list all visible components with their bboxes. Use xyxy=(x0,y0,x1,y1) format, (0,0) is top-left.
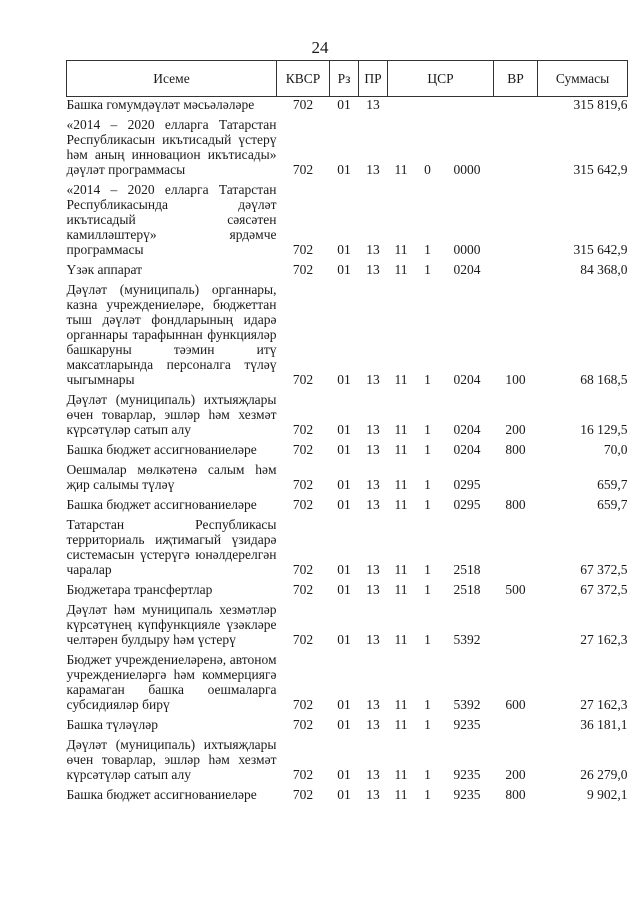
row-rz: 01 xyxy=(337,477,351,492)
row-sum: 659,7 xyxy=(597,477,628,492)
row-rz: 01 xyxy=(337,442,351,457)
header-vr: ВР xyxy=(494,61,538,97)
row-name: Бюджет учреждениеләренә, автоном учреждениеләргә һәм коммерциягә карамаган башка оешмаларга субсидияләр бирү xyxy=(66,652,277,712)
row-rz: 01 xyxy=(337,497,351,512)
page-number: 24 xyxy=(311,38,329,57)
row-pr: 13 xyxy=(366,442,380,457)
row-csr-subprogram: 1 xyxy=(424,442,431,457)
row-csr-subprogram: 1 xyxy=(424,477,431,492)
row-sum: 67 372,5 xyxy=(580,582,628,597)
table-row xyxy=(67,515,628,580)
row-name: «2014 – 2020 елларга Татарстан Республикасын икътисадый үстерү һәм аның инновацион икътисады» дәүләт программасы xyxy=(66,117,277,177)
row-kvsr: 702 xyxy=(292,787,314,802)
row-csr-program: 11 xyxy=(394,582,408,597)
row-vr: 200 xyxy=(505,767,526,782)
row-vr xyxy=(494,715,538,735)
row-vr: 800 xyxy=(505,497,526,512)
row-pr: 13 xyxy=(366,767,380,782)
table-row xyxy=(67,390,628,440)
row-csr-direction: 9235 xyxy=(453,787,481,802)
row-csr-program xyxy=(388,97,415,116)
row-kvsr: 702 xyxy=(292,372,314,387)
row-kvsr: 702 xyxy=(292,562,314,577)
row-csr-direction: 0295 xyxy=(453,477,481,492)
row-pr: 13 xyxy=(366,97,380,112)
row-sum: 16 129,5 xyxy=(580,422,628,437)
row-pr: 13 xyxy=(366,372,380,387)
row-name: Башка түләүләр xyxy=(66,717,158,732)
row-vr xyxy=(494,600,538,650)
row-name: Башка бюджет ассигнованиеләре xyxy=(66,442,257,457)
row-sum: 315 642,9 xyxy=(573,242,628,257)
row-sum: 315 819,6 xyxy=(573,97,628,112)
row-pr: 13 xyxy=(366,717,380,732)
row-pr: 13 xyxy=(366,262,380,277)
row-csr-program: 11 xyxy=(394,162,408,177)
row-kvsr: 702 xyxy=(292,262,314,277)
row-csr-direction: 9235 xyxy=(453,717,481,732)
row-rz: 01 xyxy=(337,422,351,437)
table-row xyxy=(67,180,628,260)
row-name: Башка бюджет ассигнованиеләре xyxy=(66,497,257,512)
table-row xyxy=(67,715,628,735)
table-row xyxy=(67,785,628,805)
row-name: Дәүләт (муниципаль) ихтыяҗлары өчен товарлар, эшләр һәм хезмәт күрсәтүләр сатып алу xyxy=(66,392,277,437)
table-row xyxy=(67,650,628,715)
row-rz: 01 xyxy=(337,162,351,177)
row-csr-subprogram: 1 xyxy=(424,697,431,712)
row-csr-program: 11 xyxy=(394,562,408,577)
row-name: Оешмалар мөлкәтенә салым һәм җир салымы түләү xyxy=(66,462,277,492)
row-kvsr: 702 xyxy=(292,162,314,177)
row-csr-program: 11 xyxy=(394,697,408,712)
table-row xyxy=(67,280,628,390)
row-csr-subprogram: 1 xyxy=(424,422,431,437)
row-pr: 13 xyxy=(366,582,380,597)
row-csr-direction: 5392 xyxy=(453,697,481,712)
row-name: Башка гомумдәүләт мәсьәләләре xyxy=(66,97,255,112)
row-kvsr: 702 xyxy=(292,422,314,437)
row-rz: 01 xyxy=(337,97,351,112)
row-name: «2014 – 2020 елларга Татарстан Республикасында дәүләт икътисадый сәясәтен камилләштерү» ярдәмче программасы xyxy=(66,182,277,257)
row-pr: 13 xyxy=(366,787,380,802)
row-kvsr: 702 xyxy=(292,582,314,597)
row-rz: 01 xyxy=(337,262,351,277)
row-pr: 13 xyxy=(366,477,380,492)
row-name: Татарстан Республикасы территориаль иҗтимагый үзидарә системасын үстерүгә юнәлдерелгән чаралар xyxy=(66,517,277,577)
row-name: Бюджетара трансфертлар xyxy=(66,582,213,597)
row-vr: 100 xyxy=(505,372,526,387)
row-rz: 01 xyxy=(337,242,351,257)
row-pr: 13 xyxy=(366,497,380,512)
row-kvsr: 702 xyxy=(292,442,314,457)
row-sum: 9 902,1 xyxy=(587,787,628,802)
row-pr: 13 xyxy=(366,162,380,177)
row-kvsr: 702 xyxy=(292,717,314,732)
row-sum: 67 372,5 xyxy=(580,562,628,577)
row-csr-direction: 0295 xyxy=(453,497,481,512)
row-rz: 01 xyxy=(337,372,351,387)
row-rz: 01 xyxy=(337,632,351,647)
row-csr-subprogram: 1 xyxy=(424,717,431,732)
row-pr: 13 xyxy=(366,632,380,647)
row-pr: 13 xyxy=(366,697,380,712)
header-sum: Суммасы xyxy=(538,61,628,97)
row-csr-direction: 0000 xyxy=(453,242,481,257)
table-row xyxy=(67,115,628,180)
row-rz: 01 xyxy=(337,787,351,802)
row-kvsr: 702 xyxy=(292,477,314,492)
row-csr-program: 11 xyxy=(394,442,408,457)
row-sum: 659,7 xyxy=(597,497,628,512)
row-csr-subprogram: 1 xyxy=(424,562,431,577)
table-row xyxy=(67,495,628,515)
row-csr-direction: 0204 xyxy=(453,422,481,437)
row-rz: 01 xyxy=(337,562,351,577)
table-row xyxy=(67,460,628,495)
row-csr-program: 11 xyxy=(394,497,408,512)
row-rz: 01 xyxy=(337,717,351,732)
row-csr-subprogram: 1 xyxy=(424,767,431,782)
row-csr-program: 11 xyxy=(394,767,408,782)
row-vr: 200 xyxy=(505,422,526,437)
row-vr xyxy=(494,460,538,495)
header-name: Исеме xyxy=(67,61,277,97)
row-vr: 800 xyxy=(505,787,526,802)
table-row xyxy=(67,97,628,116)
header-csr: ЦСР xyxy=(388,61,494,97)
row-csr-program: 11 xyxy=(394,242,408,257)
table-row xyxy=(67,580,628,600)
row-vr: 500 xyxy=(505,582,526,597)
row-csr-program: 11 xyxy=(394,372,408,387)
row-csr-subprogram: 1 xyxy=(424,372,431,387)
row-kvsr: 702 xyxy=(292,697,314,712)
row-vr: 800 xyxy=(505,442,526,457)
row-csr-direction: 0204 xyxy=(453,262,481,277)
row-csr-program: 11 xyxy=(394,422,408,437)
row-rz: 01 xyxy=(337,582,351,597)
row-csr-subprogram: 1 xyxy=(424,582,431,597)
row-vr xyxy=(494,97,538,116)
row-name: Дәүләт (муниципаль) ихтыяҗлары өчен товарлар, эшләр һәм хезмәт күрсәтүләр сатып алу xyxy=(66,737,277,782)
header-pr: ПР xyxy=(359,61,388,97)
row-csr-subprogram: 0 xyxy=(424,162,431,177)
row-vr xyxy=(494,515,538,580)
row-kvsr: 702 xyxy=(292,242,314,257)
row-csr-direction: 0204 xyxy=(453,442,481,457)
row-name: Дәүләт (муниципаль) органнары, казна учреждениеләре, бюджеттан тыш дәүләт фондларының идарә органнары тарафыннан функцияләр башкаруны тәэмин итү максатларында персоналга түләү чыгымнары xyxy=(66,282,277,387)
row-csr-subprogram: 1 xyxy=(424,497,431,512)
row-csr-subprogram: 1 xyxy=(424,632,431,647)
budget-table xyxy=(66,60,628,805)
row-kvsr: 702 xyxy=(292,497,314,512)
row-vr xyxy=(494,180,538,260)
row-csr-direction: 2518 xyxy=(453,562,481,577)
row-csr-direction: 0204 xyxy=(453,372,481,387)
row-name: Дәүләт һәм муниципаль хезмәтләр күрсәтүнең күпфункцияле үзәкләре челтәрен булдыру һәм үстерү xyxy=(66,602,277,647)
row-sum: 26 279,0 xyxy=(580,767,628,782)
row-csr-program: 11 xyxy=(394,477,408,492)
table-header-row xyxy=(67,61,628,97)
row-csr-subprogram: 1 xyxy=(424,242,431,257)
row-vr: 600 xyxy=(505,697,526,712)
row-sum: 315 642,9 xyxy=(573,162,628,177)
row-csr-subprogram: 1 xyxy=(424,262,431,277)
row-csr-direction: 5392 xyxy=(453,632,481,647)
row-name: Башка бюджет ассигнованиеләре xyxy=(66,787,257,802)
row-sum: 36 181,1 xyxy=(580,717,628,732)
row-csr-direction: 2518 xyxy=(453,582,481,597)
row-kvsr: 702 xyxy=(292,632,314,647)
row-sum: 27 162,3 xyxy=(580,697,628,712)
row-sum: 84 368,0 xyxy=(580,262,628,277)
row-csr-program: 11 xyxy=(394,262,408,277)
row-sum: 70,0 xyxy=(603,442,628,457)
row-vr xyxy=(494,260,538,280)
row-rz: 01 xyxy=(337,767,351,782)
row-kvsr: 702 xyxy=(292,767,314,782)
table-row xyxy=(67,600,628,650)
row-csr-program: 11 xyxy=(394,787,408,802)
header-rz: Рз xyxy=(330,61,359,97)
row-sum: 27 162,3 xyxy=(580,632,628,647)
row-csr-subprogram xyxy=(415,97,441,116)
row-sum: 68 168,5 xyxy=(580,372,628,387)
row-csr-direction xyxy=(441,97,494,116)
row-csr-direction: 9235 xyxy=(453,767,481,782)
row-kvsr: 702 xyxy=(292,97,314,112)
row-name: Үзәк аппарат xyxy=(66,262,143,277)
table-row xyxy=(67,440,628,460)
row-pr: 13 xyxy=(366,422,380,437)
row-pr: 13 xyxy=(366,242,380,257)
row-rz: 01 xyxy=(337,697,351,712)
row-csr-subprogram: 1 xyxy=(424,787,431,802)
table-row xyxy=(67,260,628,280)
row-csr-program: 11 xyxy=(394,632,408,647)
row-csr-program: 11 xyxy=(394,717,408,732)
table-row xyxy=(67,735,628,785)
row-vr xyxy=(494,115,538,180)
row-pr: 13 xyxy=(366,562,380,577)
row-csr-direction: 0000 xyxy=(453,162,481,177)
header-kvsr: КВСР xyxy=(277,61,330,97)
